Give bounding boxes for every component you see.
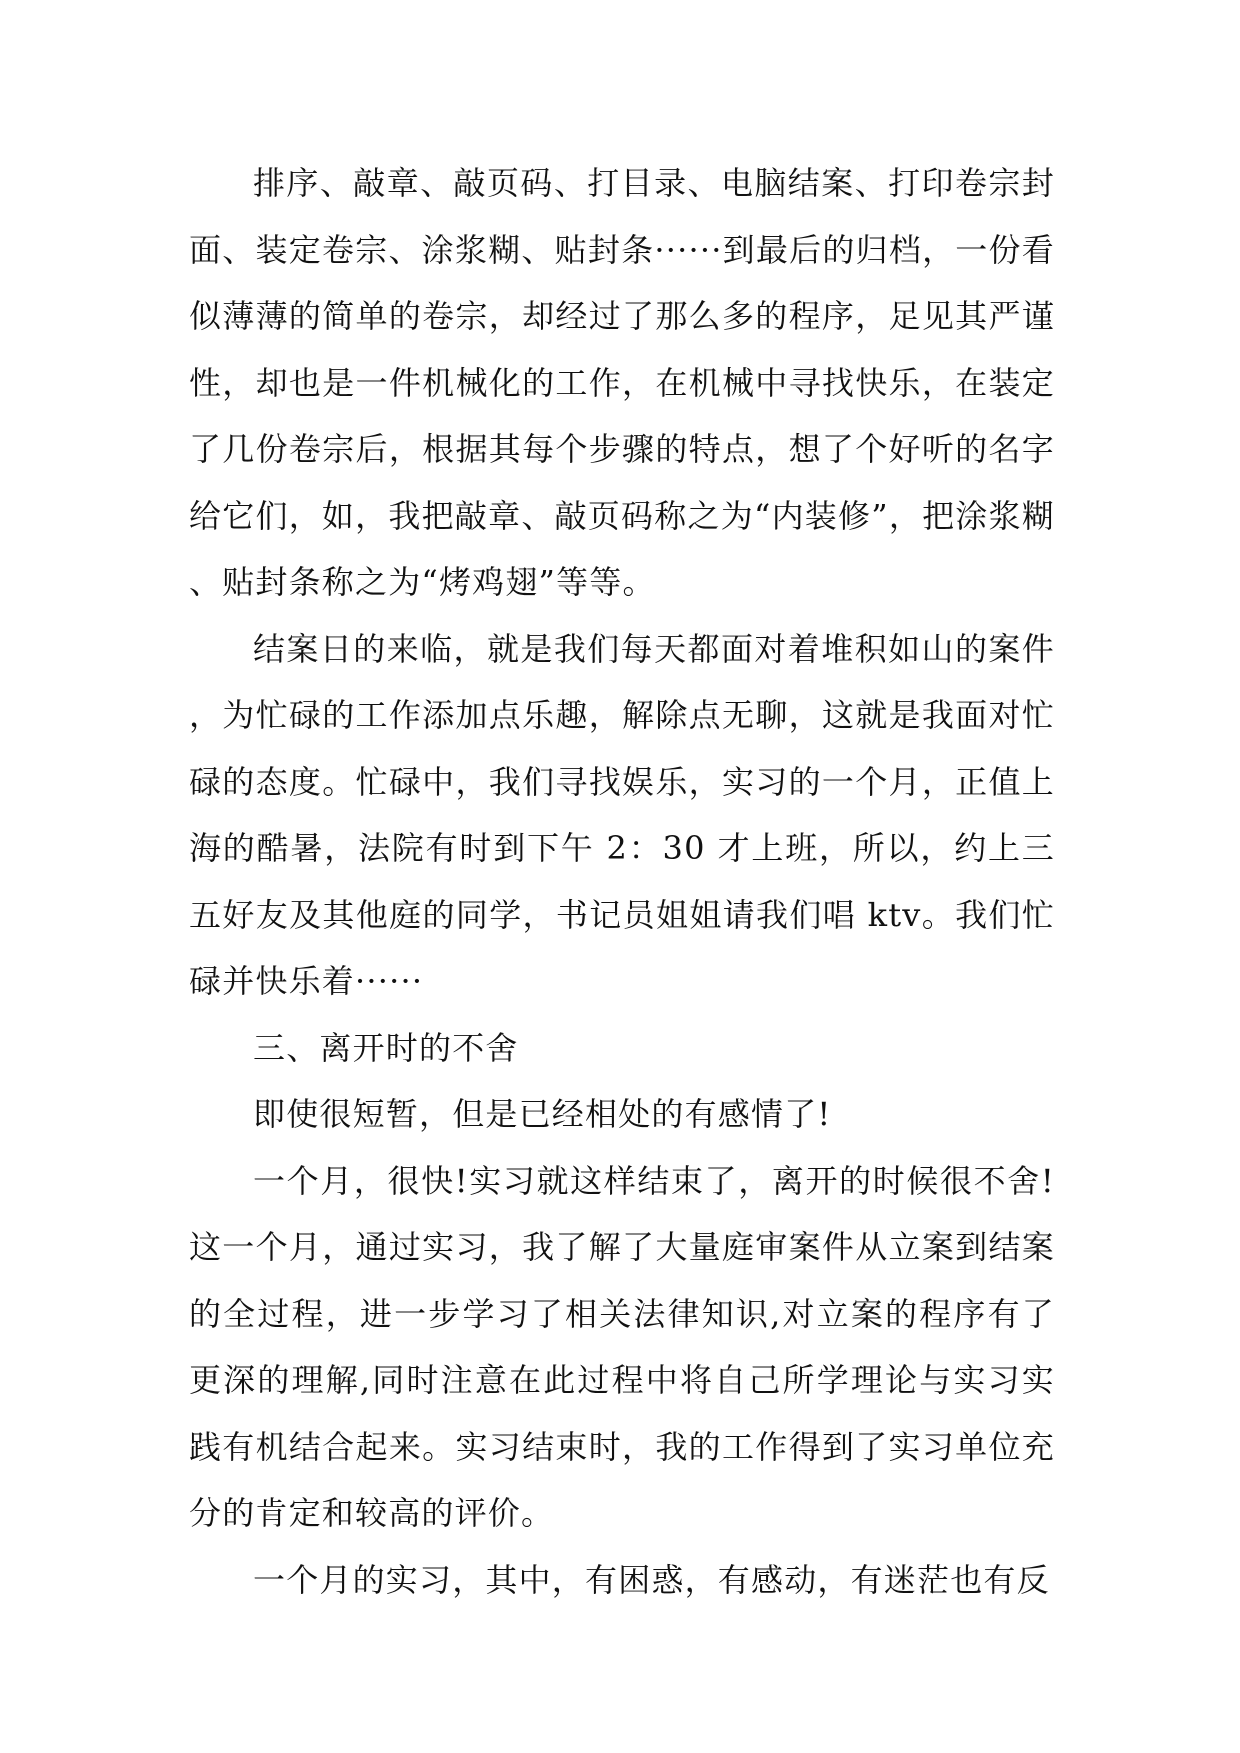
paragraph-short-time: 即使很短暂，但是已经相处的有感情了!: [253, 1095, 832, 1133]
paragraph-internship-summary: 一个月，很快!实习就这样结束了，离开的时候很不舍!这一个月，通过实习，我了解了大量庭审案件从立案到结案的全过程，进一步学习了相关法律知识,对立案的程序有了更深的理解,同时注意在此过程中将自己所学理论与实习实践有机结合起来。实习结束时，我的工作得到了实习单位充分的肯定和较高的评价。: [189, 1161, 1055, 1532]
paragraph-filing-process: 排序、敲章、敲页码、打目录、电脑结案、打印卷宗封面、装定卷宗、涂浆糊、贴封条······到最后的归档，一份看似薄薄的简单的卷宗，却经过了那么多的程序，足见其严谨性，却也是一件机械化的工作，在机械中寻找快乐，在装定了几份卷宗后，根据其每个步骤的特点，想了个好听的名字给它们，如，我把敲章、敲页码称之为“内装修”，把涂浆糊、贴封条称之为“烤鸡翅”等等。: [189, 164, 1055, 601]
paragraph-closing-day: 结案日的来临，就是我们每天都面对着堆积如山的案件，为忙碌的工作添加点乐趣，解除点无聊，这就是我面对忙碌的态度。忙碌中，我们寻找娱乐，实习的一个月，正值上海的酷暑，法院有时到下午 2：30 才上班，所以，约上三五好友及其他庭的同学，书记员姐姐请我们唱 ktv。我们忙碌并快乐着······: [189, 629, 1055, 1000]
paragraph-reflection-start: 一个月的实习，其中，有困惑，有感动，有迷茫也有反: [253, 1560, 1050, 1599]
section-heading-leaving: 三、离开时的不舍: [253, 1028, 519, 1067]
document-body: [189, 150, 1055, 1613]
